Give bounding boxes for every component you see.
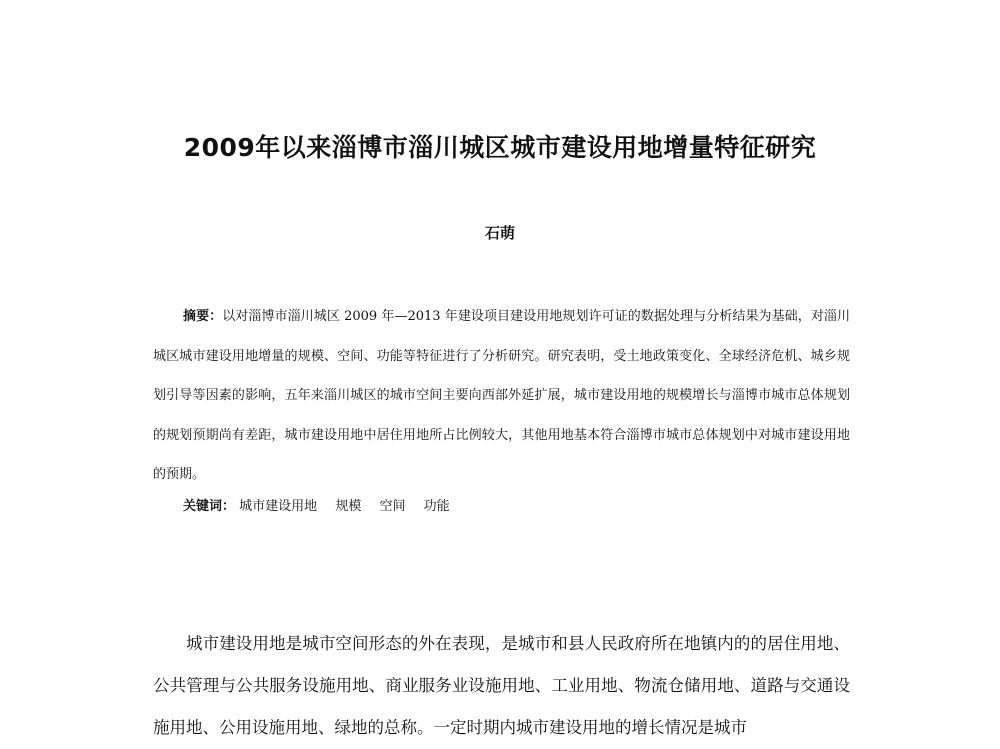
keywords-label: 关键词： (183, 499, 236, 514)
keyword-item: 规模 (335, 499, 362, 514)
keywords (183, 497, 464, 517)
abstract (153, 297, 850, 495)
keyword-item: 空间 (379, 499, 406, 514)
abstract-text: 以对淄博市淄川城区 2009 年—2013 年建设项目建设用地规划许可证的数据处理与分析结果为基础，对淄川城区城市建设用地增量的规模、空间、功能等特征进行了分析研究。研究表明，受土地政策变化、全球经济危机、城乡规划引导等因素的影响，五年来淄川城区的城市空间主要向西部外延扩展，城市建设用地的规模增长与淄博市城市总体规划的规划预期尚有差距，城市建设用地中居住用地所占比例较大，其他用地基本符合淄博市城市总体规划中对城市建设用地的预期。 (153, 309, 850, 482)
author-name: 石萌 (484, 224, 515, 242)
keyword-item: 功能 (423, 499, 450, 514)
paper-title: 2009年以来淄博市淄川城区城市建设用地增量特征研究 (183, 133, 817, 162)
abstract-label: 摘要： (183, 309, 223, 324)
body-paragraph: 城市建设用地是城市空间形态的外在表现，是城市和县人民政府所在地镇内的的居住用地、公共管理与公共服务设施用地、商业服务业设施用地、工业用地、物流仓储用地、道路与交通设施用地、公用设施用地、绿地的总称。一定时期内城市建设用地的增长情况是城市 (153, 634, 850, 737)
keyword-item: 城市建设用地 (239, 499, 318, 514)
